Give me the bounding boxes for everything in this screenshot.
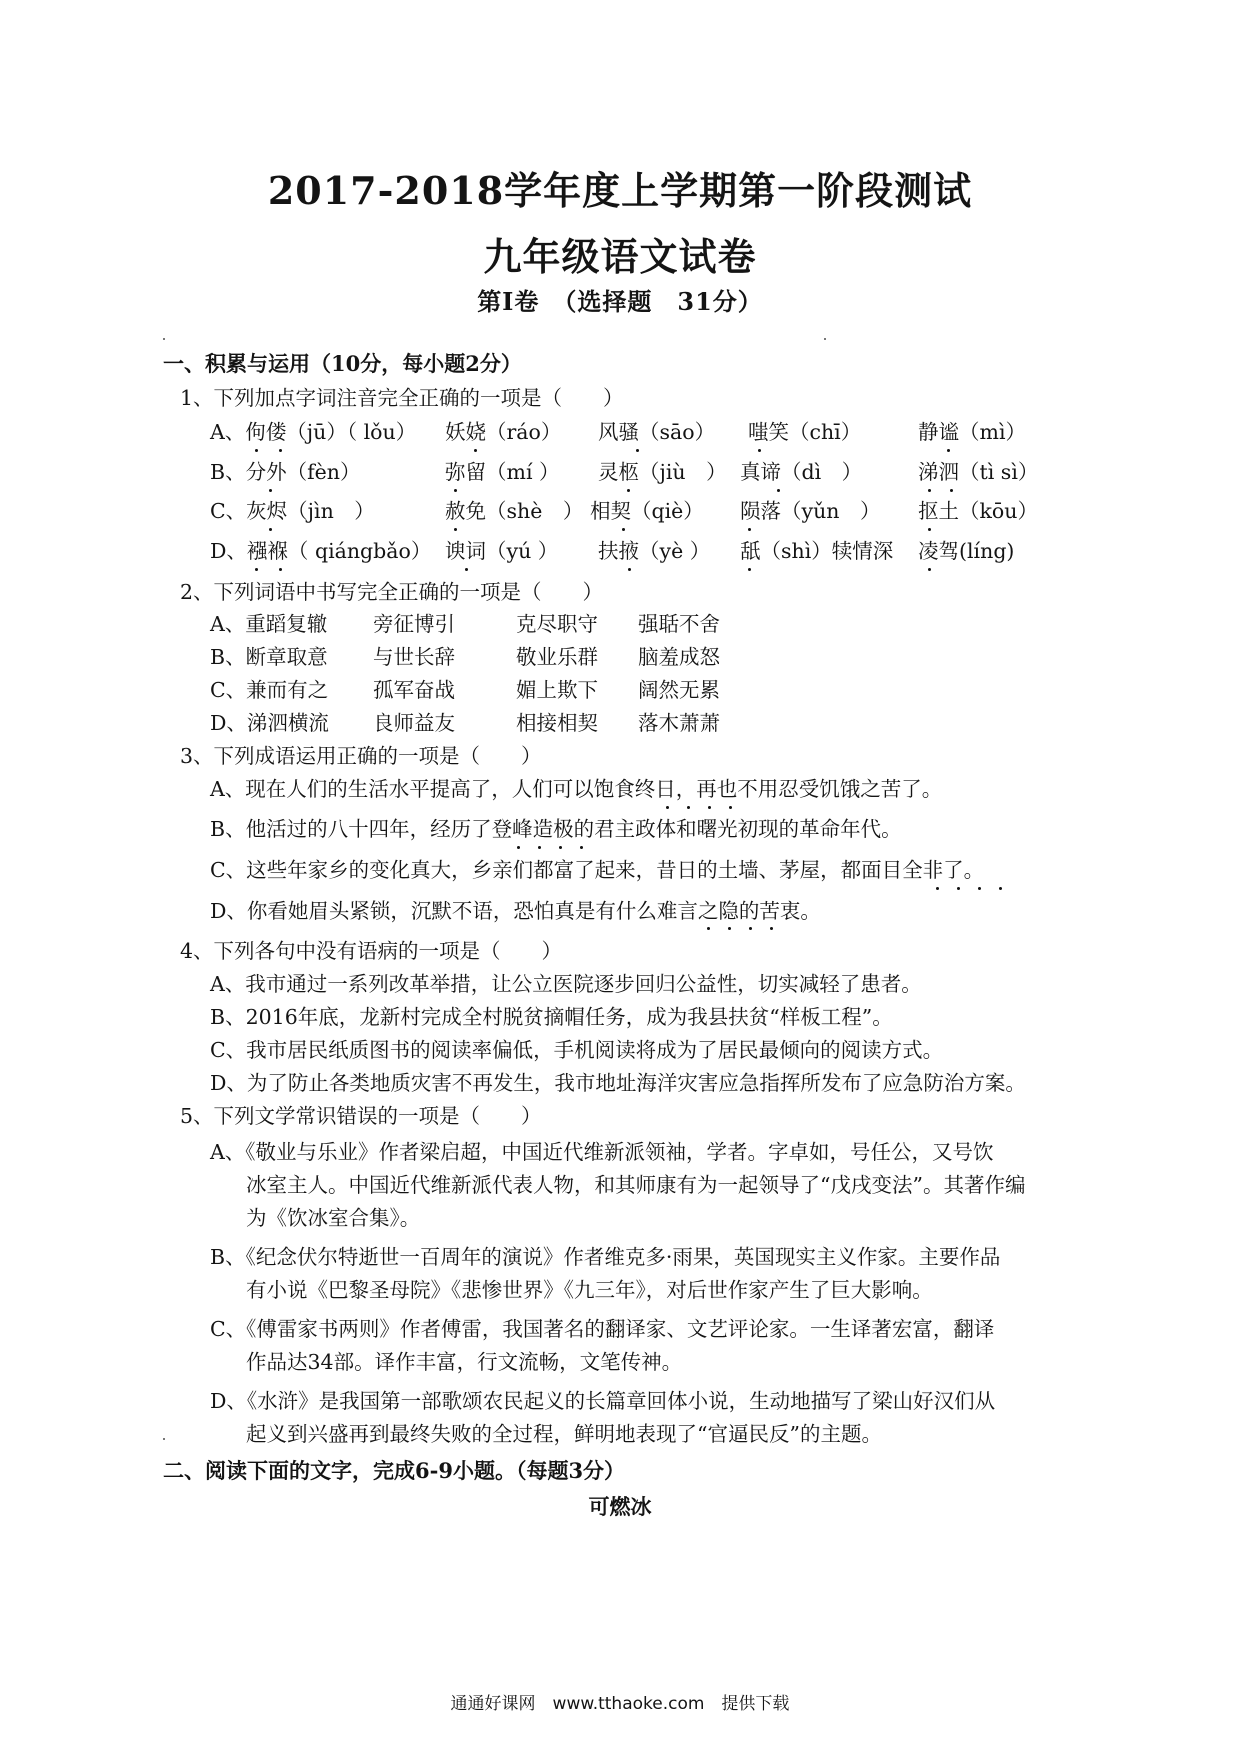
option-item: 妖娆（ráo） (445, 420, 562, 444)
option-item: 落木萧萧 (638, 711, 720, 735)
option-item: 静谧（mì） (918, 420, 1026, 444)
option-line: C、《傅雷家书两则》作者傅雷，我国著名的翻译家、文艺评论家。一生译著宏富，翻译 (210, 1317, 995, 1341)
emphasis-dot (749, 927, 752, 930)
option-item: B、分外（fèn） (210, 460, 361, 484)
option-line: 冰室主人。中国近代维新派代表人物，和其师康有为一起领导了“戊戌变法”。其著作编 (246, 1173, 1026, 1197)
question-3-option-a: A、现在人们的生活水平提高了，人们可以饱食终日，再也不用忍受饥饿之苦了。 (210, 777, 943, 801)
emphasis-dot (279, 449, 282, 452)
emphasis-dot (279, 568, 282, 571)
scan-speck (163, 338, 165, 340)
emphasis-dot (928, 568, 931, 571)
option-item: 良师益友 (373, 711, 455, 735)
option-item: C、灰烬（jìn ） (210, 499, 375, 523)
question-3-option-c: C、这些年家乡的变化真大，乡亲们都富了起来，昔日的土墙、茅屋，都面目全非了。 (210, 858, 985, 882)
option-item: 旁征博引 (373, 612, 455, 636)
option-line: 起义到兴盛再到最终失败的全过程，鲜明地表现了“官逼民反”的主题。 (246, 1422, 882, 1446)
option-item: 陨落（yǔn ） (740, 499, 881, 523)
option-item: 嗤笑（chī） (748, 420, 862, 444)
option-line: D、《水浒》是我国第一部歌颂农民起义的长篇章回体小说，生动地描写了梁山好汉们从 (210, 1389, 996, 1413)
option-item: 相契（qiè） (590, 499, 704, 523)
emphasis-dot (269, 489, 272, 492)
emphasis-dot (758, 449, 761, 452)
volume-label: 第Ⅰ卷 （选择题 31分） (477, 287, 763, 316)
section-heading-1: 一、积累与运用（10分，每小题2分） (163, 351, 522, 376)
emphasis-dot (728, 927, 731, 930)
scan-speck (163, 1438, 165, 1440)
option-item: D、襁褓（ qiángbǎo） (210, 539, 432, 563)
option-item: 媚上欺下 (516, 678, 598, 702)
emphasis-dot (748, 568, 751, 571)
option-item: 赦免（shè ） (445, 499, 584, 523)
emphasis-dot (628, 568, 631, 571)
footer-source: 通通好课网 www.tthaoke.com 提供下载 (450, 1694, 790, 1714)
emphasis-dot (770, 927, 773, 930)
option-item: C、兼而有之 (210, 678, 329, 702)
option-item: B、断章取意 (210, 645, 328, 669)
option-line: A、《敬业与乐业》作者梁启超，中国近代维新派领袖，学者。字卓如，号任公，又号饮 (210, 1140, 994, 1164)
emphasis-dot (957, 887, 960, 890)
option-item: 凌驾(líng) (918, 539, 1015, 563)
scan-speck (824, 338, 826, 340)
question-4-option-b: B、2016年底，龙新村完成全村脱贫摘帽任务，成为我县扶贫“样板工程”。 (210, 1005, 893, 1029)
emphasis-dot (538, 846, 541, 849)
option-item: 相接相契 (516, 711, 598, 735)
emphasis-dot (936, 887, 939, 890)
emphasis-dot (636, 449, 639, 452)
option-item: 舐（shì）犊情深 (740, 539, 894, 563)
option-item: A、佝偻（jū）（ lǒu） (210, 420, 417, 444)
option-item: 强聒不舍 (638, 612, 720, 636)
emphasis-dot (269, 528, 272, 531)
emphasis-dot (474, 449, 477, 452)
option-line: 为《饮冰室合集》。 (246, 1206, 421, 1230)
article-title: 可燃冰 (588, 1494, 652, 1519)
emphasis-dot (465, 568, 468, 571)
emphasis-dot (454, 489, 457, 492)
option-item: 风骚（sāo） (598, 420, 716, 444)
emphasis-dot (517, 846, 520, 849)
emphasis-dot (666, 806, 669, 809)
question-4-option-c: C、我市居民纸质图书的阅读率偏低，手机阅读将成为了居民最倾向的阅读方式。 (210, 1038, 944, 1062)
option-line: B、《纪念伏尔特逝世一百周年的演说》作者维克多·雨果，英国现实主义作家。主要作品 (210, 1245, 1001, 1269)
option-item: 真谛（dì ） (740, 460, 863, 484)
question-3-option-d: D、你看她眉头紧锁，沉默不语，恐怕真是有什么难言之隐的苦衷。 (210, 899, 821, 923)
emphasis-dot (947, 449, 950, 452)
question-4-option-d: D、为了防止各类地质灾害不再发生，我市地址海洋灾害应急指挥所发布了应急防治方案。 (210, 1071, 1026, 1095)
question-5-stem: 5、下列文学常识错误的一项是（ ） (180, 1104, 542, 1128)
option-item: 涕泗（tì sì） (918, 460, 1039, 484)
option-item: 克尽职守 (516, 612, 598, 636)
option-item: 灵柩（jiù ） (598, 460, 727, 484)
option-line: 有小说《巴黎圣母院》《悲惨世界》《九三年》，对后世作家产生了巨大影响。 (246, 1278, 933, 1302)
option-item: 扶掖（yè ） (598, 539, 711, 563)
option-item: 抠土（kōu） (918, 499, 1038, 523)
question-2-stem: 2、下列词语中书写完全正确的一项是（ ） (180, 580, 604, 604)
question-4-stem: 4、下列各句中没有语病的一项是（ ） (180, 939, 563, 963)
option-item: 敬业乐群 (516, 645, 598, 669)
emphasis-dot (454, 528, 457, 531)
question-3-option-b: B、他活过的八十四年，经历了登峰造极的君主政体和曙光初现的革命年代。 (210, 817, 902, 841)
emphasis-dot (255, 449, 258, 452)
option-item: 脑羞成怒 (638, 645, 720, 669)
option-item: 孤军奋战 (373, 678, 455, 702)
exam-title: 2017-2018学年度上学期第一阶段测试 (267, 168, 973, 213)
option-item: 与世长辞 (373, 645, 455, 669)
emphasis-dot (999, 887, 1002, 890)
question-3-stem: 3、下列成语运用正确的一项是（ ） (180, 744, 542, 768)
option-item: D、涕泗横流 (210, 711, 329, 735)
emphasis-dot (687, 806, 690, 809)
emphasis-dot (622, 528, 625, 531)
emphasis-dot (559, 846, 562, 849)
emphasis-dot (729, 806, 732, 809)
exam-subtitle: 九年级语文试卷 (483, 234, 757, 279)
option-item: 阔然无累 (638, 678, 720, 702)
option-item: A、重蹈复辙 (210, 612, 328, 636)
emphasis-dot (707, 927, 710, 930)
section-heading-2: 二、阅读下面的文字，完成6-9小题。（每题3分） (163, 1458, 626, 1483)
emphasis-dot (950, 489, 953, 492)
option-line: 作品达34部。译作丰富，行文流畅，文笔传神。 (246, 1350, 683, 1374)
question-1-stem: 1、下列加点字词注音完全正确的一项是（ ） (180, 386, 624, 410)
emphasis-dot (777, 489, 780, 492)
option-item: 弥留（mí ） (445, 460, 560, 484)
emphasis-dot (748, 528, 751, 531)
emphasis-dot (928, 489, 931, 492)
question-4-option-a: A、我市通过一系列改革举措，让公立医院逐步回归公益性，切实减轻了患者。 (210, 972, 922, 996)
emphasis-dot (255, 568, 258, 571)
option-item: 谀词（yú ） (445, 539, 559, 563)
emphasis-dot (580, 846, 583, 849)
emphasis-dot (627, 489, 630, 492)
emphasis-dot (708, 806, 711, 809)
emphasis-dot (928, 528, 931, 531)
emphasis-dot (978, 887, 981, 890)
